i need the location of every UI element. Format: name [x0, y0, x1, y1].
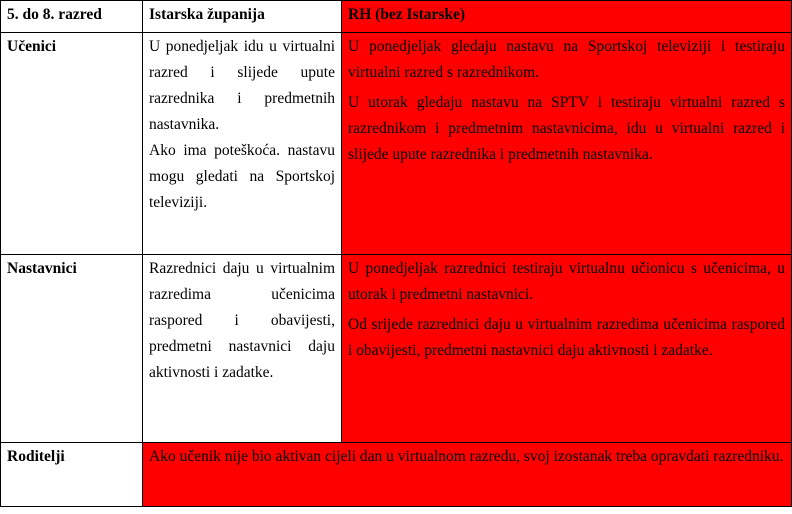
cell-students-croatia [342, 33, 792, 255]
paragraph: Razrednici daju u virtualnim razredima učenicima raspored i obavijesti, predmetni nastavnici daju aktivnosti i zadatke. [149, 260, 335, 381]
paragraph: U ponedjeljak idu u virtualni razred i slijede upute razrednika i predmetnih nastavnika. [149, 38, 335, 133]
header-row [1, 1, 792, 33]
table-row-students [1, 33, 792, 255]
paragraph: Od srijede razrednici daju u virtualnim razredima učenicima raspored i obavijesti, predmetni nastavnici daju aktivnosti i zadatke. [348, 316, 785, 359]
row-label-students: Učenici [1, 33, 143, 255]
paragraph: U ponedjeljak razrednici testiraju virtualnu učionicu s učenicima, u utorak i predmetni nastavnici. [348, 260, 785, 303]
table-row-parents [1, 443, 792, 507]
cell-students-istria [143, 33, 342, 255]
cell-teachers-istria [143, 255, 342, 443]
paragraph: U utorak gledaju nastavu na SPTV i testiraju virtualni razred s razrednikom i predmetnim nastavnicima, idu u virtualni razred i slijede upute razrednika i predmetnih nastavnika. [348, 94, 785, 163]
paragraph: Ako učenik nije bio aktivan cijeli dan u virtualnom razredu, svoj izostanak treba opravdati razredniku. [149, 448, 784, 465]
header-grade: 5. do 8. razred [1, 1, 143, 33]
table-row-teachers [1, 255, 792, 443]
paragraph: Ako ima poteškoća. nastavu mogu gledati na Sportskoj televiziji. [149, 142, 335, 211]
header-croatia: RH (bez Istarske) [342, 1, 792, 33]
cell-parents-merged [143, 443, 792, 507]
header-istria: Istarska županija [143, 1, 342, 33]
row-label-teachers: Nastavnici [1, 255, 143, 443]
cell-teachers-croatia [342, 255, 792, 443]
paragraph: U ponedjeljak gledaju nastavu na Sportskoj televiziji i testiraju virtualni razred s razrednikom. [348, 38, 785, 81]
row-label-parents: Roditelji [1, 443, 143, 507]
